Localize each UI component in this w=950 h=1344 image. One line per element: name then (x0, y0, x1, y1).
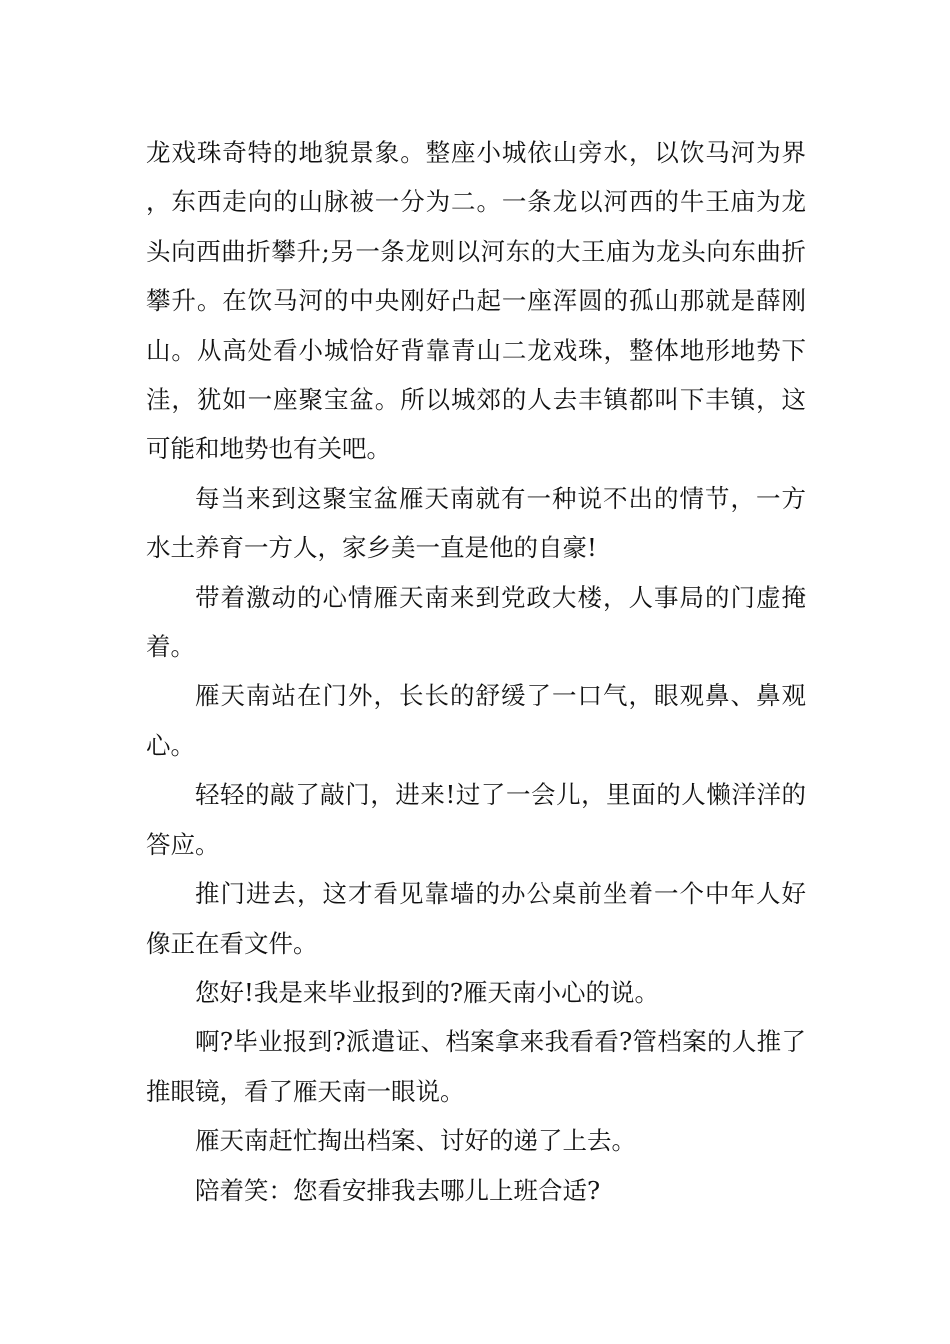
paragraph-3: 带着激动的心情雁天南来到党政大楼，人事局的门虚掩着。 (146, 582, 806, 662)
paragraph-9: 雁天南赶忙掏出档案、讨好的递了上去。 (195, 1126, 636, 1156)
paragraph-6: 推门进去，这才看见靠墙的办公桌前坐着一个中年人好像正在看文件。 (146, 879, 806, 958)
paragraph-2: 每当来到这聚宝盆雁天南就有一种说不出的情节，一方水土养育一方人，家乡美一直是他的自豪! (146, 483, 806, 563)
paragraph-1: 龙戏珠奇特的地貌景象。整座小城依山旁水，以饮马河为界，东西走向的山脉被一分为二。一条龙以河西的牛王庙为龙头向西曲折攀升;另一条龙则以河东的大王庙为龙头向东曲折攀升。在饮马河的中央刚好凸起一座浑圆的孤山那就是薛刚山。从高处看小城恰好背靠青山二龙戏珠，整体地形地势下洼，犹如一座聚宝盆。所以城郊的人去丰镇都叫下丰镇，这可能和地势也有关吧。 (146, 138, 806, 464)
document-body (146, 128, 806, 1215)
paragraph-5: 轻轻的敲了敲门，进来!过了一会儿，里面的人懒洋洋的答应。 (146, 780, 806, 859)
paragraph-4: 雁天南站在门外，长长的舒缓了一口气，眼观鼻、鼻观心。 (146, 681, 806, 760)
paragraph-7: 您好!我是来毕业报到的?雁天南小心的说。 (195, 977, 659, 1007)
paragraph-10: 陪着笑：您看安排我去哪儿上班合适? (195, 1175, 601, 1205)
paragraph-8: 啊?毕业报到?派遣证、档案拿来我看看?管档案的人推了推眼镜，看了雁天南一眼说。 (146, 1027, 806, 1106)
